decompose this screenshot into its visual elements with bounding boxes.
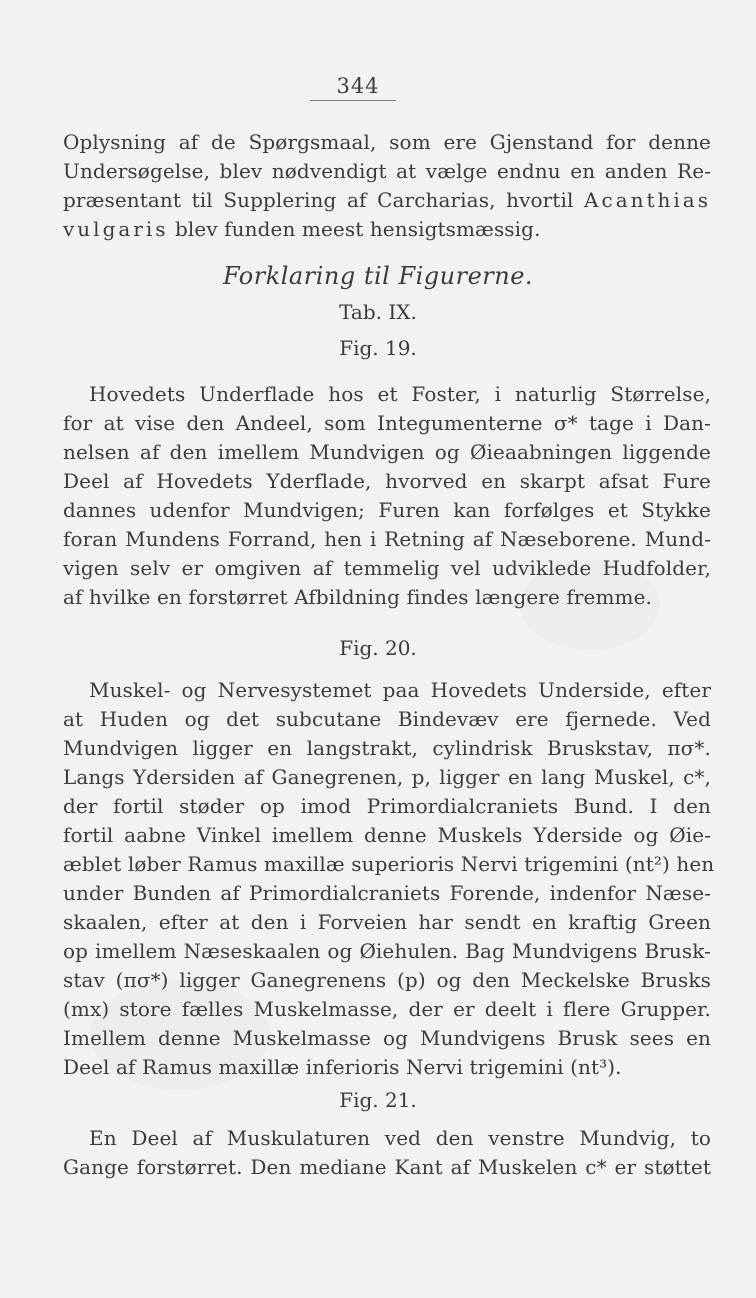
- figure-label: Fig. 19.: [339, 336, 417, 360]
- text-line: Langs Ydersiden af Ganegrenen, p, ligger en lang Muskel, c*,: [63, 765, 711, 789]
- text-line: Muskel- og Nervesystemet paa Hovedets Underside, efter: [89, 678, 711, 702]
- text-line: skaalen, efter at den i Forveien har sendt en kraftig Green: [63, 910, 711, 934]
- figure-19-description: [63, 380, 711, 612]
- text-line: foran Mundens Forrand, hen i Retning af Næseborene. Mund-: [63, 527, 711, 551]
- figure-20-description: [63, 676, 715, 1082]
- text-line: Imellem denne Muskelmasse og Mundvigens Brusk sees en: [63, 1026, 711, 1050]
- section-title: Forklaring til Figurerne.: [222, 262, 534, 290]
- text-line: æblet løber Ramus maxillæ superioris Nervi trigemini (nt²) hen: [63, 852, 715, 876]
- text-line: for at vise den Andeel, som Integumenterne σ* tage i Dan-: [63, 411, 711, 435]
- text-line: Deel af Ramus maxillæ inferioris Nervi trigemini (nt³).: [63, 1055, 622, 1079]
- text-line: Oplysning af de Spørgsmaal, som ere Gjenstand for denne: [63, 130, 711, 154]
- text-segment: blev funden meest hensigtsmæssig.: [168, 217, 541, 241]
- page-number: 344: [336, 74, 380, 98]
- text-line: En Deel af Muskulaturen ved den venstre Mundvig, to: [89, 1126, 711, 1150]
- text-line: (mx) store fælles Muskelmasse, der er deelt i flere Grupper.: [63, 997, 711, 1021]
- species-name: Acanthias: [584, 188, 711, 212]
- text-line: Mundvigen ligger en langstrakt, cylindrisk Bruskstav, πσ*.: [63, 736, 711, 760]
- text-line: op imellem Næseskaalen og Øiehulen. Bag Mundvigens Brusk-: [63, 939, 711, 963]
- text-line: dannes udenfor Mundvigen; Furen kan forfølges et Stykke: [63, 498, 711, 522]
- figure-label: Fig. 21.: [339, 1088, 417, 1112]
- plate-label: Tab. IX.: [339, 300, 417, 324]
- text-line: Hovedets Underflade hos et Foster, i naturlig Størrelse,: [89, 382, 711, 406]
- text-line: under Bunden af Primordialcraniets Forende, indenfor Næse-: [63, 881, 711, 905]
- text-line: at Huden og det subcutane Bindevæv ere fjernede. Ved: [63, 707, 711, 731]
- text-line: Undersøgelse, blev nødvendigt at vælge endnu en anden Re-: [63, 159, 711, 183]
- text-line: fortil aabne Vinkel imellem denne Muskels Yderside og Øie-: [63, 823, 711, 847]
- page-number-underline: [310, 100, 396, 101]
- text-line: [63, 186, 711, 215]
- text-line: Gange forstørret. Den mediane Kant af Muskelen c* er støttet: [63, 1155, 711, 1179]
- text-segment: præsentant til Supplering af Carcharias, hvortil: [63, 188, 585, 212]
- intro-paragraph: [63, 128, 711, 244]
- text-line: [63, 215, 711, 244]
- figure-21-description: [63, 1124, 711, 1182]
- text-line: der fortil støder op imod Primordialcraniets Bund. I den: [63, 794, 711, 818]
- figure-label: Fig. 20.: [339, 636, 417, 660]
- text-line: stav (πσ*) ligger Ganegrenens (p) og den Meckelske Brusks: [63, 968, 711, 992]
- text-line: vigen selv er omgiven af temmelig vel udviklede Hudfolder,: [63, 556, 711, 580]
- text-line: af hvilke en forstørret Afbildning findes længere fremme.: [63, 585, 652, 609]
- text-line: nelsen af den imellem Mundvigen og Øieaabningen liggende: [63, 440, 711, 464]
- text-line: Deel af Hovedets Yderflade, hvorved en skarpt afsat Fure: [63, 469, 711, 493]
- species-name: vulgaris: [63, 217, 169, 241]
